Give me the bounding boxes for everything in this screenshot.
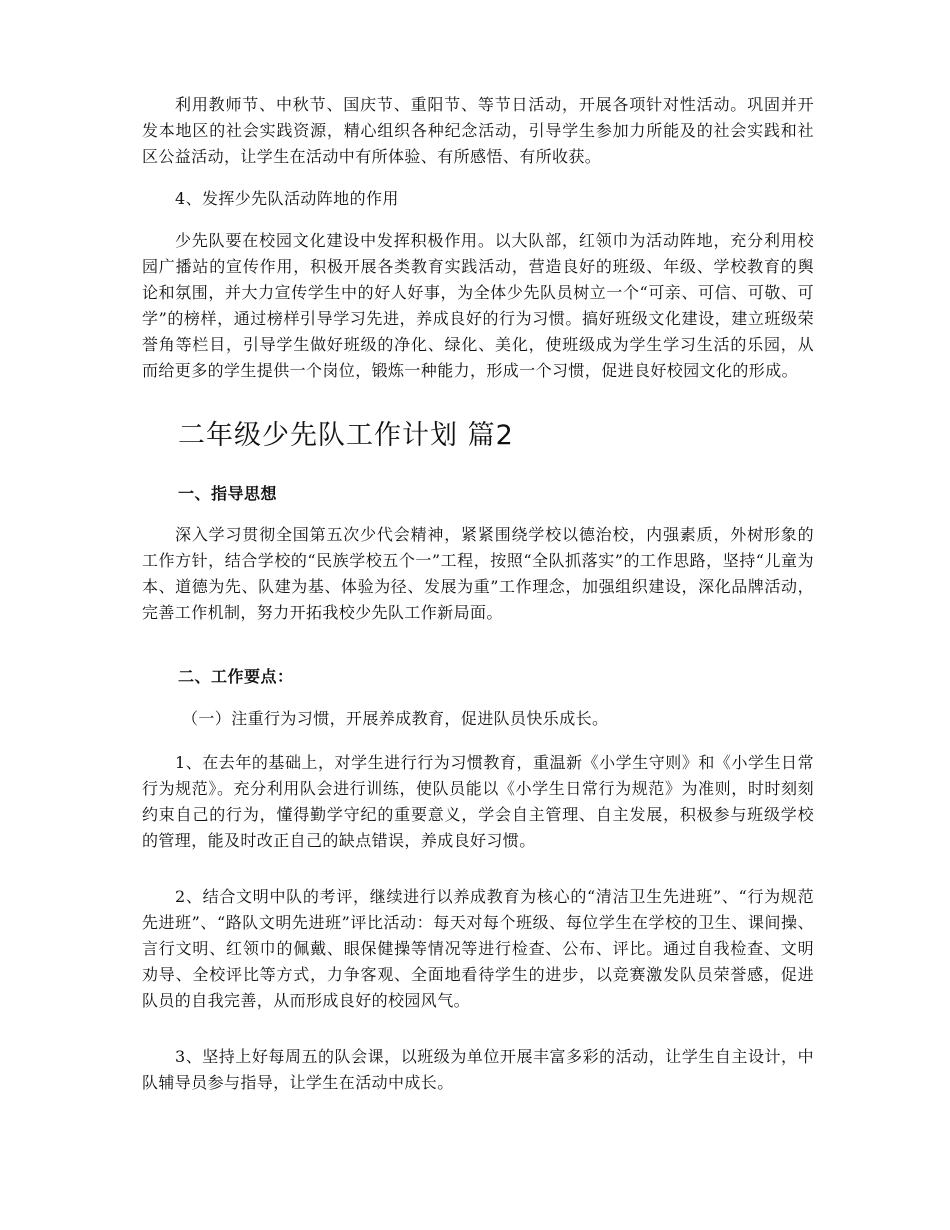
section-title: 二年级少先队工作计划 篇2 bbox=[178, 420, 514, 451]
paragraph-festival-activities: 利用教师节、中秋节、国庆节、重阳节、等节日活动，开展各项针对性活动。巩固并开发本地区的社会实践资源，精心组织各种纪念活动，引导学生参加力所能及的社会实践和社区公益活动，让学生在活动中有所体验、有所感悟、有所收获。 bbox=[142, 95, 814, 166]
paragraph-campus-culture: 少先队要在校园文化建设中发挥积极作用。以大队部，红领巾为活动阵地，充分利用校园广播站的宣传作用，积极开展各类教育实践活动，营造良好的班级、年级、学校教育的舆论和氛围，并大力宣传学生中的好人好事，为全体少先队员树立一个“可亲、可信、可敬、可学”的榜样，通过榜样引导学习先进，养成良好的行为习惯。搞好班级文化建设，建立班级荣誉角等栏目，引导学生做好班级的净化、绿化、美化，使班级成为学生学习生活的乐园，从而给更多的学生提供一个岗位，锻炼一种能力，形成一个习惯，促进良好校园文化的形成。 bbox=[142, 231, 814, 380]
paragraph-guiding-thought: 深入学习贯彻全国第五次少代会精神，紧紧围绕学校以德治校，内强素质，外树形象的工作方针，结合学校的“民族学校五个一”工程，按照“全队抓落实”的工作思路，坚持“儿童为本、道德为先、队建为基、体验为径、发展为重”工作理念，加强组织建设，深化品牌活动，完善工作机制，努力开拓我校少先队工作新局面。 bbox=[142, 525, 814, 622]
paragraph-point-1-3: 3、坚持上好每周五的队会课，以班级为单位开展丰富多彩的活动，让学生自主设计，中队辅导员参与指导，让学生在活动中成长。 bbox=[142, 1047, 814, 1092]
subheading-guiding-thought: 一、指导思想 bbox=[178, 484, 278, 503]
paragraph-item-4: 4、发挥少先队活动阵地的作用 bbox=[175, 189, 399, 208]
paragraph-point-1-2: 2、结合文明中队的考评，继续进行以养成教育为核心的“清洁卫生先进班”、“行为规范先进班”、“路队文明先进班”评比活动：每天对每个班级、每位学生在学校的卫生、课间操、言行文明、红领巾的佩戴、眼保健操等情况等进行检查、公布、评比。通过自我检查、文明劝导、全校评比等方式，力争客观、全面地看待学生的进步，以竞赛激发队员荣誉感，促进队员的自我完善，从而形成良好的校园风气。 bbox=[142, 887, 814, 1010]
paragraph-point-1-title: （一）注重行为习惯，开展养成教育，促进队员快乐成长。 bbox=[182, 709, 609, 728]
paragraph-point-1-1: 1、在去年的基础上，对学生进行行为习惯教育，重温新《小学生守则》和《小学生日常行为规范》。充分利用队会进行训练，使队员能以《小学生日常行为规范》为准则，时时刻刻约束自己的行为，懂得勤学守纪的重要意义，学会自主管理、自主发展，积极参与班级学校的管理，能及时改正自己的缺点错误，养成良好习惯。 bbox=[142, 753, 814, 850]
subheading-work-points: 二、工作要点： bbox=[178, 667, 294, 686]
